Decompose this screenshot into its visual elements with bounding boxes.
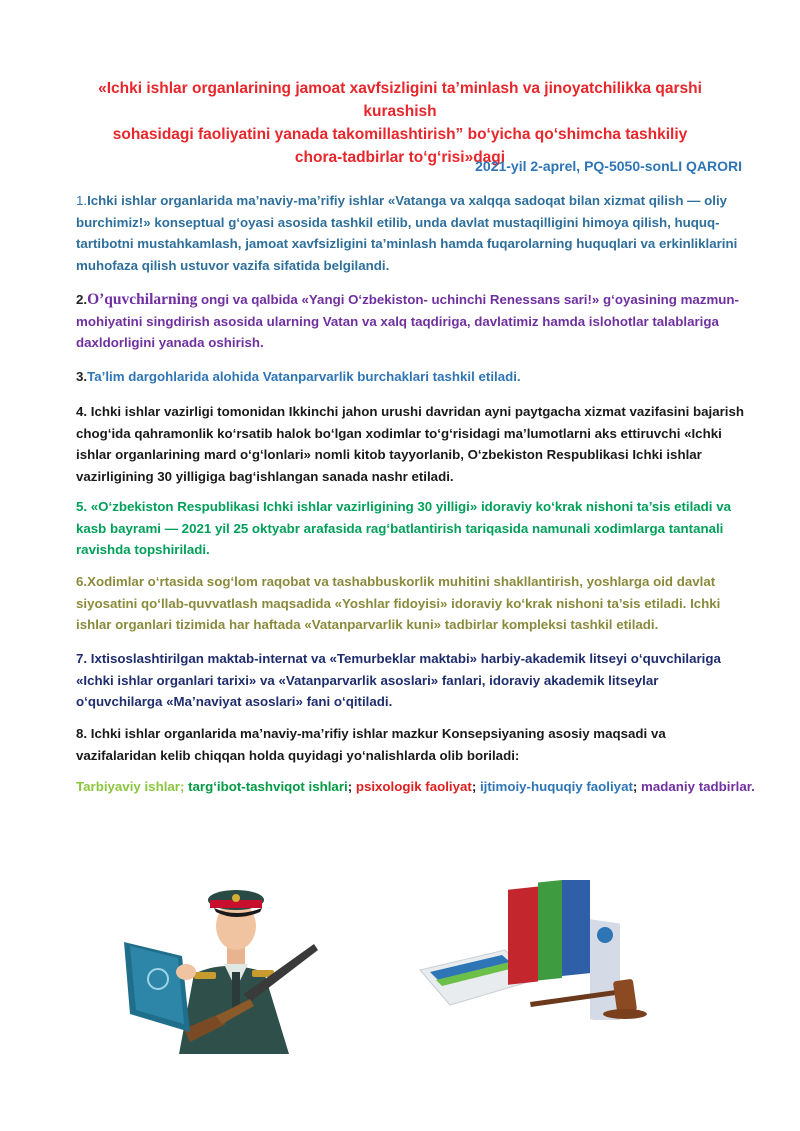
paragraph-number: 1. [76,193,88,208]
paragraph-text: Ichki ishlar organlarida ma’naviy-ma’rifiy ishlar «Vatanga va xalqqa sadoqat bilan xizmat qilish — oliy burchimiz!» konseptual g‘oyasi asosida tashkil etilib, unda davlat mustaqilligini himoya qilish, huquq-tartibotni mustahkamlash, jamoat xavfsizligini ta’minlash hamda fuqarolarning huquqlari va erkinliklarini muhofaza qilish ustuvor vazifa sifatida belgilandi. [76,193,738,273]
law-books-illustration [410,880,660,1020]
paragraph-number: 5. [76,499,88,514]
activity-separator: ; [471,779,477,794]
paragraph-text: Xodimlar o‘rtasida sog‘lom raqobat va tashabbuskorlik muhitini shakllantirish, yoshlarga oid davlat siyosatini qo‘llab-quvvatlash maqsadida «Yoshlar fidoyisi» idoraviy ko‘krak nishoni ta’sis etiladi. Ichki ishlar organlari tizimida har haftada «Vatanparvarlik kuni» tadbirlar kompleksi tashkil etiladi. [76,574,721,632]
paragraph-6 [76,571,744,636]
paragraph-text: Ixtisoslashtirilgan maktab-internat va «Temurbeklar maktabi» harbiy-akademik litseyi o‘quvchilariga «Ichki ishlar organlari tarixi» va «Vatanparvarlik asoslari» fanlari, idoraviy akademik litseylar o‘quvchilarga «Ma’naviyat asoslari» fani o‘qitiladi. [76,651,721,709]
paragraph-lead-word: O’quvchilarning [87,291,198,308]
paragraph-number: 7. [76,651,88,666]
paragraph-number: 3. [76,369,88,384]
paragraph-2 [76,289,744,354]
paragraph-text: «O‘zbekiston Respublikasi Ichki ishlar vazirligining 30 yilligi» idoraviy ko‘krak nishoni ta’sis etiladi va kasb bayrami — 2021 yil 25 oktyabr arafasida rag‘batlantirish tariqasida namunali xodimlarga tantanali ravishda topshiriladi. [76,499,731,557]
paragraph-text: Ichki ishlar vazirligi tomonidan Ikkinchi jahon urushi davridan ayni paytgacha xizmat vazifasini bajarish chog‘ida qahramonlik ko‘rsatib halok bo‘lgan xodimlar to‘g‘risidagi ma’lumotlarni aks ettiruvchi «Ichki ishlar organlarining mard o‘g‘lonlari» nomli kitob tayyorlanib, O‘zbekiston Respublikasi Ichki ishlar vazirligining 30 yilligiga bag‘ishlangan sanada nashr etiladi. [76,404,744,484]
paragraph-number: 4. [76,404,88,419]
document-title [70,77,730,169]
officer-illustration [124,864,324,1054]
paragraph-number: 2. [76,292,88,307]
activity-social-legal: ijtimoiy-huquqiy faoliyat [479,779,633,794]
paragraph-number: 6. [76,574,88,589]
activity-separator: ; [347,779,353,794]
activity-directions-list [76,779,776,794]
title-line-2: sohasidagi faoliyatini yanada takomillashtirish” bo‘yicha qo‘shimcha tashkiliy [112,126,688,143]
paragraph-number: 8. [76,726,88,741]
title-line-3: chora-tadbirlar to‘g‘risi»dagi [294,149,506,166]
activity-propaganda: targ‘ibot-tashviqot ishlari [188,779,348,794]
paragraph-4 [76,401,744,487]
paragraph-text: ongi va qalbida «Yangi O‘zbekiston- uchinchi Renessans sari!» g‘oyasining mazmun-mohiyatini singdirish asosida ularning Vatan va xalq taqdiriga, davlatimiz hamda islohotlar talablariga daxldorligini yanada oshirish. [76,292,739,350]
activity-upbringing: Tarbiyaviy ishlar; [76,779,185,794]
paragraph-text: Ta’lim dargohlarida alohida Vatanparvarlik burchaklari tashkil etiladi. [87,369,521,384]
paragraph-5 [76,496,744,561]
title-line-1: «Ichki ishlar organlarining jamoat xavfsizligini ta’minlash va jinoyatchilikka qarshi kurashish [98,80,702,120]
paragraph-8 [76,723,744,766]
activity-psychological: psixologik faoliyat [355,779,472,794]
paragraph-text: Ichki ishlar organlarida ma’naviy-ma’rifiy ishlar mazkur Konsepsiyaning asosiy maqsadi va vazifalaridan kelib chiqqan holda quyidagi yo‘nalishlarda olib boriladi: [76,726,666,763]
activity-cultural: madaniy tadbirlar. [641,779,755,794]
paragraph-1 [76,190,744,276]
activity-separator: ; [632,779,638,794]
decree-reference: 2021-yil 2-aprel, PQ-5050-sonLI QARORI [475,158,742,174]
paragraph-3 [76,366,744,388]
paragraph-7 [76,648,744,713]
